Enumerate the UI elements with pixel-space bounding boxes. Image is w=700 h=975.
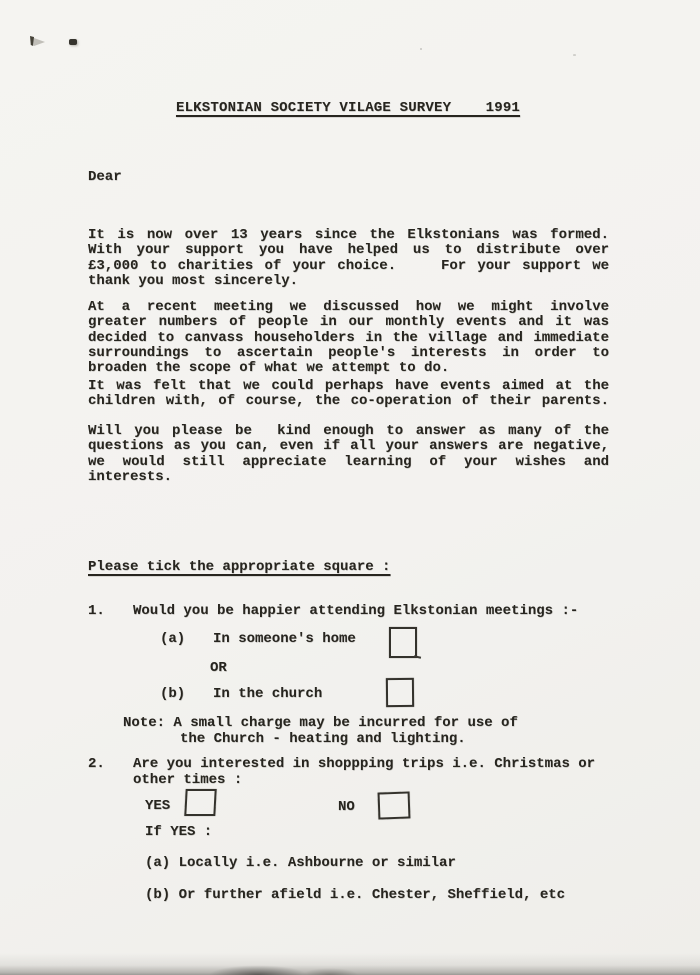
paragraph-line: interests. (88, 468, 173, 485)
scan-speck (573, 54, 576, 56)
question2-text-line1: Are you interested in shoppping trips i.e. Christmas or (133, 756, 596, 772)
paragraph-line: greater numbers of people in our monthly events and it was (88, 314, 609, 331)
question1-option-b-text: In the church (213, 686, 323, 702)
paragraph-line: £3,000 to charities of your choice. For your support we (88, 257, 609, 274)
question1-option-a-label: (a) (160, 631, 186, 647)
question2-option-a-text: (a) Locally i.e. Ashbourne or similar (145, 855, 456, 871)
paragraph-line: It was felt that we could perhaps have events aimed at the (88, 378, 609, 394)
paragraph-line: questions as you can, even if all your answers are negative, (88, 438, 609, 455)
paragraph (88, 379, 609, 410)
paragraph-line: At a recent meeting we discussed how we might involve (88, 299, 609, 315)
paragraph-line: With your support you have helped us to distribute over (88, 242, 609, 259)
paragraph-line: we would still appreciate learning of your wishes and (88, 453, 609, 470)
question1-note-line2: the Church - heating and lighting. (180, 731, 466, 747)
question1-note-line1: Note: A small charge may be incurred for use of (123, 715, 518, 731)
paragraph-line: decided to canvass householders in the village and immediate (88, 329, 609, 346)
document-title: ELKSTONIAN SOCIETY VILAGE SURVEY 1991 (175, 100, 521, 116)
paragraph (88, 300, 609, 376)
q2-yes-checkbox[interactable] (184, 789, 216, 816)
question2-no-label: NO (338, 799, 355, 815)
question2-number: 2. (88, 756, 105, 772)
scan-speck (420, 48, 422, 50)
scan-edge-shadow (0, 953, 700, 975)
q1-option-b-checkbox[interactable] (386, 678, 414, 707)
ink-mark (69, 39, 77, 45)
paragraph (88, 424, 609, 485)
question2-option-b-text: (b) Or further afield i.e. Chester, Sheffield, etc (145, 887, 566, 903)
question1-option-a-text: In someone's home (213, 631, 356, 647)
ink-mark-smear (34, 38, 45, 46)
paragraph-line: surroundings to ascertain people's interests in order to (88, 344, 609, 361)
tick-instruction-heading: Please tick the appropriate square : (88, 559, 391, 575)
paragraph-line: Will you please be kind enough to answer as many of the (88, 423, 609, 439)
question2-yes-label: YES (145, 798, 171, 814)
paragraph (88, 228, 609, 289)
q1-option-a-checkbox[interactable] (389, 627, 417, 658)
salutation: Dear (88, 169, 122, 185)
paragraph-line: It is now over 13 years since the Elkstonians was formed. (88, 227, 609, 243)
question2-if-yes-text: If YES : (145, 824, 213, 840)
question1-number: 1. (88, 603, 105, 619)
q2-no-checkbox[interactable] (378, 791, 411, 819)
question1-option-b-label: (b) (160, 686, 186, 702)
paragraph-line: children with, of course, the co-operation of their parents. (88, 393, 609, 410)
question1-or-text: OR (210, 660, 227, 676)
paragraph-line: thank you most sincerely. (88, 272, 299, 289)
question1-text: Would you be happier attending Elkstonian meetings :- (133, 603, 579, 619)
paragraph-line: broaden the scope of what we attempt to do. (88, 360, 450, 377)
question2-text-line2: other times : (133, 772, 243, 788)
